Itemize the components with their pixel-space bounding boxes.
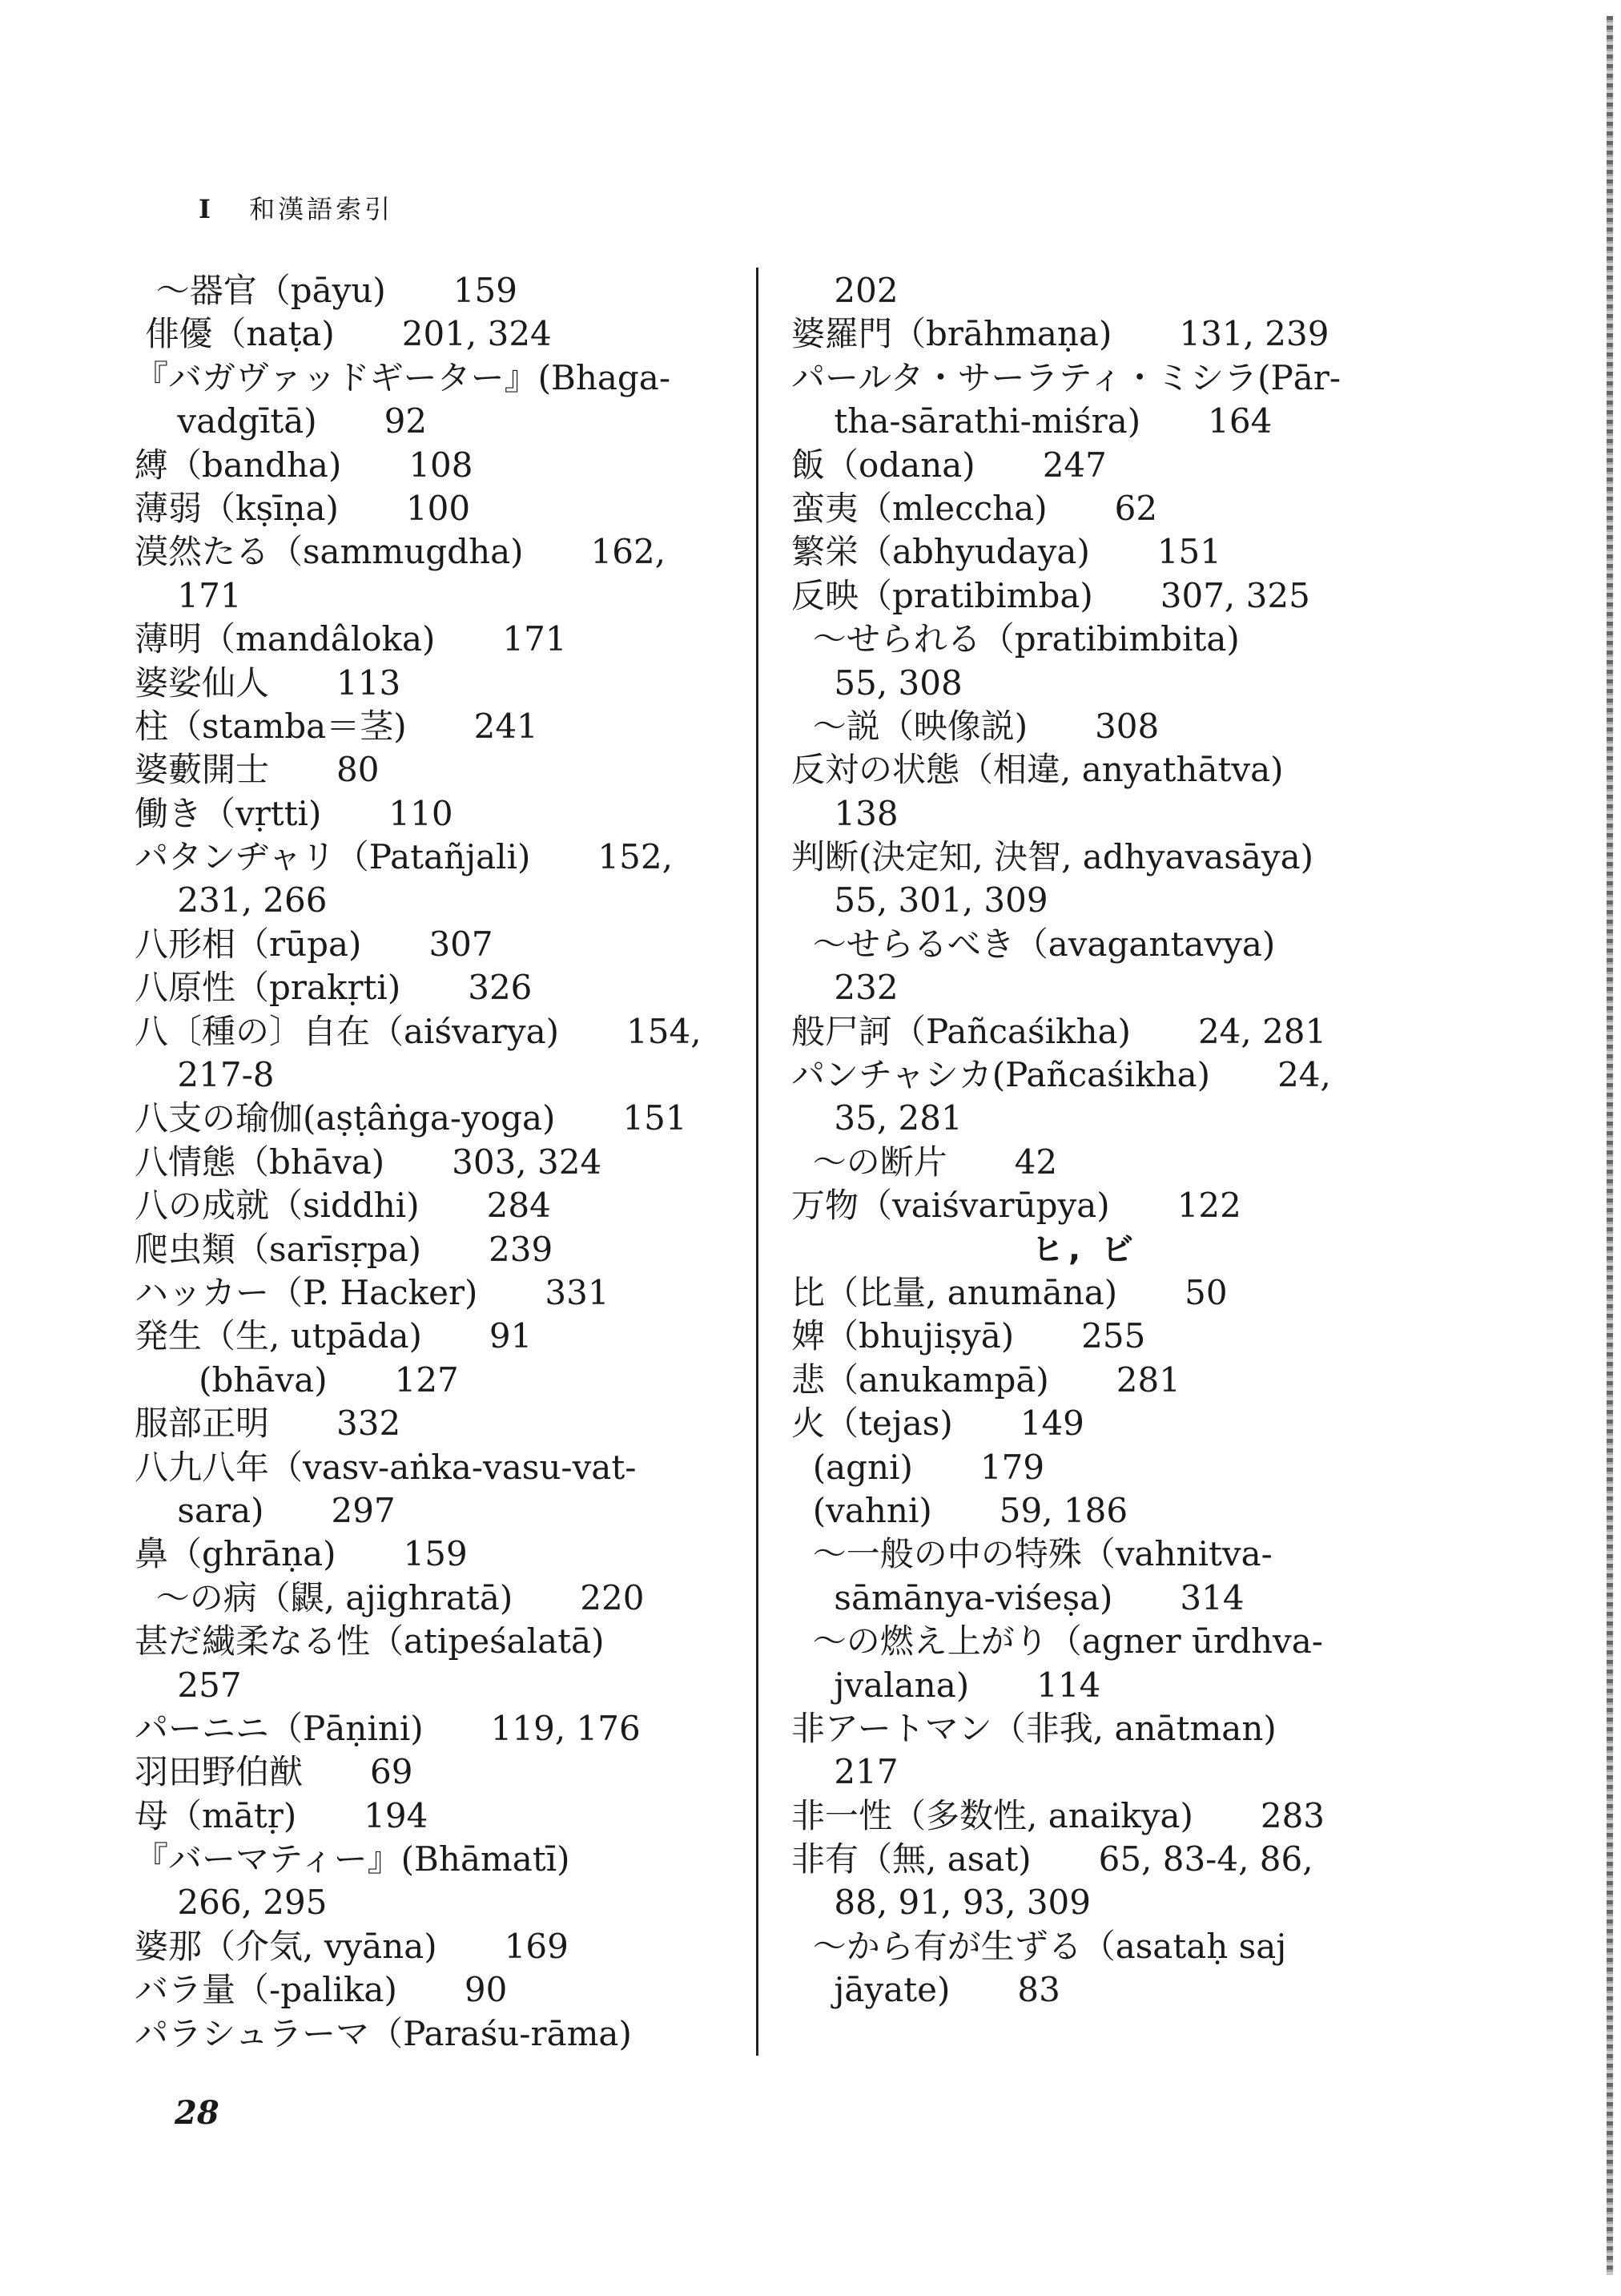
index-entry: パラシュラーマ（Paraśu-rāma)	[135, 2013, 632, 2053]
index-entry: 55, 301, 309	[791, 880, 1048, 920]
index-entry: 232	[791, 968, 899, 1008]
index-entry: tha-sārathi-miśra) 164	[791, 401, 1273, 441]
index-entry: 俳優（naṭa) 201, 324	[135, 314, 552, 354]
index-entry: 鼻（ghrāṇa) 159	[135, 1534, 468, 1574]
index-entry: ～の燃え上がり（agner ūrdhva-	[791, 1621, 1323, 1662]
page-header	[199, 189, 393, 226]
index-entry: ～から有が生ずる（asataḥ saj	[791, 1926, 1287, 1966]
index-entry: 非アートマン（非我, anātman)	[791, 1708, 1277, 1748]
index-entry: jvalana) 114	[791, 1665, 1101, 1705]
index-entry: 『バーマティー』(Bhāmatī)	[135, 1839, 570, 1879]
index-entry: 婢（bhujiṣyā) 255	[791, 1316, 1146, 1356]
index-entry: 202	[791, 271, 899, 310]
index-entry: 働き（vṛtti) 110	[135, 793, 453, 833]
index-entry: 婆那（介気, vyāna) 169	[135, 1926, 569, 1966]
index-entry: ～せられる（pratibimbita)	[791, 619, 1240, 659]
index-entry: 婆羅門（brāhmaṇa) 131, 239	[791, 314, 1329, 354]
index-entry: ～器官（pāyu) 159	[135, 271, 517, 310]
index-entry: 比（比量, anumāna) 50	[791, 1272, 1228, 1312]
index-entry: ～の病（鼳, ajighratā) 220	[135, 1577, 645, 1617]
page-edge-shadow	[1607, 16, 1613, 2275]
index-entry: ～一般の中の特殊（vahnitva-	[791, 1534, 1273, 1574]
index-entry: ～の断片 42	[791, 1142, 1058, 1182]
index-entry: 万物（vaiśvarūpya) 122	[791, 1186, 1241, 1226]
index-entry: 爬虫類（sarīsṛpa) 239	[135, 1229, 553, 1269]
index-entry: 柱（stamba＝茎) 241	[135, 706, 538, 746]
index-entry: 薄明（mandâloka) 171	[135, 619, 567, 659]
index-entry: 判断(決定知, 決智, adhyavasāya)	[791, 837, 1314, 877]
index-entry: jāyate) 83	[791, 1970, 1060, 2010]
index-entry: 八九八年（vasv-aṅka-vasu-vat-	[135, 1447, 637, 1487]
index-entry: vadgītā) 92	[135, 401, 428, 441]
index-entry: 反対の状態（相違, anyathātva)	[791, 750, 1284, 790]
index-entry: 八の成就（siddhi) 284	[135, 1186, 551, 1226]
index-entry: 発生（生, utpāda) 91	[135, 1316, 533, 1356]
index-entry: (bhāva) 127	[135, 1359, 459, 1400]
index-entry: 八形相（rūpa) 307	[135, 924, 493, 964]
index-entry: 『バガヴァッドギーター』(Bhaga-	[135, 357, 671, 397]
left-index-column	[135, 269, 743, 2056]
index-entry: 薄弱（kṣīṇa) 100	[135, 488, 471, 528]
index-entry: 繁栄（abhyudaya) 151	[791, 532, 1221, 572]
index-entry: 八情態（bhāva) 303, 324	[135, 1142, 602, 1182]
index-entry: 八支の瑜伽(aṣṭâṅga-yoga) 151	[135, 1098, 687, 1138]
index-entry: 八〔種の〕自在（aiśvarya) 154,	[135, 1011, 702, 1051]
index-entry: 縛（bandha) 108	[135, 445, 473, 485]
index-entry: パタンヂャリ（Patañjali) 152,	[135, 837, 673, 877]
index-entry: 羽田野伯猷 69	[135, 1752, 413, 1792]
column-divider	[756, 268, 758, 2056]
page-number: 28	[175, 2094, 219, 2132]
index-entry: 母（mātṛ) 194	[135, 1795, 428, 1835]
index-entry: 217	[791, 1752, 899, 1792]
index-entry: 般尸訶（Pañcaśikha) 24, 281	[791, 1011, 1327, 1051]
index-entry: (agni) 179	[791, 1447, 1045, 1487]
section-numeral: I	[199, 194, 214, 224]
index-entry: 甚だ繊柔なる性（atipeśalatā)	[135, 1621, 605, 1662]
index-entry: バラ量（-palika) 90	[135, 1970, 508, 2010]
index-entry: ～説（映像説) 308	[791, 706, 1160, 746]
index-entry: 非有（無, asat) 65, 83-4, 86,	[791, 1839, 1313, 1879]
index-entry: パールタ・サーラティ・ミシラ(Pār-	[791, 357, 1341, 397]
index-entry: 171	[135, 575, 242, 615]
kana-section-heading: ヒ, ビ	[1032, 1231, 1139, 1268]
index-entry: 257	[135, 1665, 242, 1705]
index-entry: 非一性（多数性, anaikya) 283	[791, 1795, 1325, 1835]
index-entry: 漠然たる（sammugdha) 162,	[135, 532, 666, 572]
index-entry: 悲（anukampā) 281	[791, 1359, 1181, 1400]
index-entry: 反映（pratibimba) 307, 325	[791, 575, 1310, 615]
index-entry: 服部正明 332	[135, 1404, 401, 1444]
section-title: 和漢語索引	[249, 194, 394, 224]
index-entry: ～せらるべき（avagantavya)	[791, 924, 1276, 964]
index-entry: 231, 266	[135, 880, 328, 920]
index-entry: 55, 308	[791, 663, 963, 703]
index-entry: 婆藪開士 80	[135, 750, 380, 790]
index-entry: 138	[791, 793, 899, 833]
index-entry: 35, 281	[791, 1098, 963, 1138]
index-entry: sara) 297	[135, 1490, 396, 1530]
index-entry: パーニニ（Pāṇini) 119, 176	[135, 1708, 641, 1748]
index-entry: 217-8	[135, 1055, 275, 1095]
index-entry: sāmānya-viśeṣa) 314	[791, 1577, 1245, 1617]
right-index-column	[791, 269, 1400, 2012]
index-entry: 88, 91, 93, 309	[791, 1883, 1092, 1923]
index-entry: (vahni) 59, 186	[791, 1490, 1128, 1530]
index-entry: 飯（odana) 247	[791, 445, 1107, 485]
index-entry: 婆娑仙人 113	[135, 663, 401, 703]
index-entry: 火（tejas) 149	[791, 1404, 1084, 1444]
index-entry: 266, 295	[135, 1883, 328, 1923]
index-entry: 蛮夷（mleccha) 62	[791, 488, 1158, 528]
index-entry: 八原性（prakṛti) 326	[135, 968, 533, 1008]
index-entry: ハッカー（P. Hacker) 331	[135, 1272, 609, 1312]
index-entry: パンチャシカ(Pañcaśikha) 24,	[791, 1055, 1331, 1095]
